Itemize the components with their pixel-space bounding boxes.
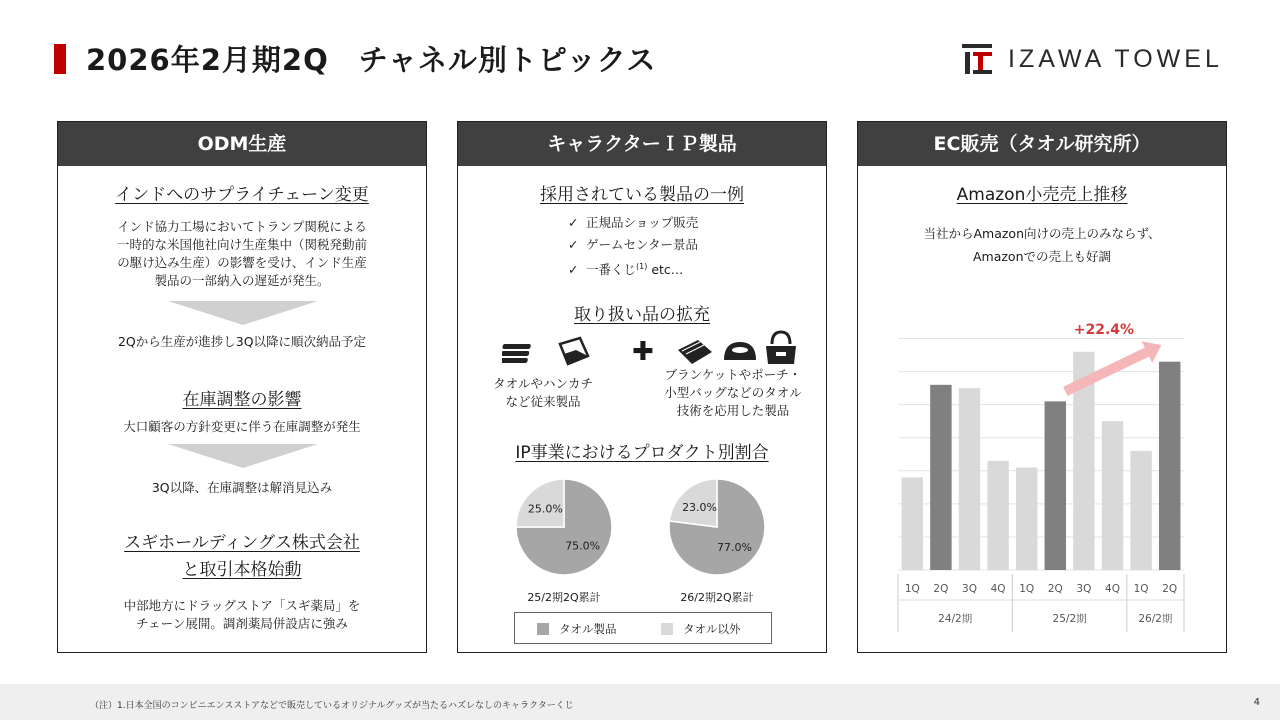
x-group-label: 24/2期 xyxy=(938,613,973,625)
pie-slice-label: 25.0% xyxy=(527,502,563,516)
ec-panel xyxy=(857,121,1227,653)
title-accent-bar xyxy=(54,44,66,74)
ip-panel xyxy=(457,121,827,653)
footnote: （注）1.日本全国のコンビニエンスストアなどで販売しているオリジナルグッズが当たるハズレなしのキャラクターくじ xyxy=(90,701,574,711)
x-tick-label: 3Q xyxy=(1076,583,1092,595)
bar xyxy=(1045,401,1066,570)
list-item: ✓ 正規品ショップ販売 xyxy=(568,212,698,234)
page-number: 4 xyxy=(1253,697,1260,708)
pie-caption-26-2: 26/2期2Q累計 xyxy=(680,591,754,604)
odm-sugi-text: 中部地方にドラッグストア「スギ薬局」を チェーン展開。調剤薬局併設店に強み xyxy=(123,598,361,631)
ec-panel-header: EC販売（タオル研究所） xyxy=(858,122,1226,166)
x-tick-label: 1Q xyxy=(1133,583,1149,595)
down-arrow-icon xyxy=(168,444,318,468)
x-tick-label: 1Q xyxy=(1019,583,1035,595)
x-tick-label: 1Q xyxy=(904,583,920,595)
pouch-icon xyxy=(720,338,760,366)
ip-existing-products-caption: タオルやハンカチ など従来製品 xyxy=(492,376,593,409)
odm-panel xyxy=(57,121,427,653)
amazon-sales-bar-chart xyxy=(888,312,1188,632)
odm-section-supply-chain-title: インドへのサプライチェーン変更 xyxy=(115,185,369,205)
list-item: ✓ 一番くじ$^{(1)}$ etc… xyxy=(568,256,698,281)
odm-inventory-text: 大口顧客の方針変更に伴う在庫調整が発生 xyxy=(123,419,361,434)
towel-stack-icon xyxy=(502,340,538,368)
legend-item-other: タオル以外 xyxy=(661,621,741,637)
list-item: ✓ ゲームセンター景品 xyxy=(568,234,698,256)
odm-panel-header: ODM生産 xyxy=(58,122,426,166)
growth-label: +22.4% xyxy=(1073,322,1135,338)
bar xyxy=(1016,467,1037,570)
ip-section-expansion-title: 取り扱い品の拡充 xyxy=(574,305,710,325)
page-title: 2026年2月期2Q チャネル別トピックス xyxy=(86,43,657,77)
pie-slice-label: 77.0% xyxy=(716,540,752,554)
ip-new-products-caption: ブランケットやポーチ・ 小型バッグなどのタオル 技術を応用した製品 xyxy=(664,367,802,418)
bar xyxy=(1130,451,1151,570)
down-arrow-icon xyxy=(168,301,318,325)
footer xyxy=(0,684,1280,720)
pie-slice-label: 75.0% xyxy=(565,539,601,553)
check-icon: ✓ xyxy=(568,262,579,278)
pie-chart-26-2 xyxy=(667,477,767,577)
x-tick-label: 2Q xyxy=(933,583,949,595)
ip-section-examples-title: 採用されている製品の一例 xyxy=(540,185,744,205)
check-icon: ✓ xyxy=(568,237,579,252)
pie-chart-25-2 xyxy=(514,477,614,577)
odm-section-inventory-title: 在庫調整の影響 xyxy=(182,390,302,410)
pie-slice-label: 23.0% xyxy=(682,501,718,515)
x-tick-label: 2Q xyxy=(1047,583,1063,595)
bar xyxy=(902,477,923,570)
bar xyxy=(987,461,1008,570)
bar xyxy=(1102,421,1123,570)
x-group-label: 25/2期 xyxy=(1052,613,1087,625)
odm-inventory-result: 3Q以降、在庫調整は解消見込み xyxy=(151,480,333,495)
ip-section-ratio-title: IP事業におけるプロダクト別割合 xyxy=(515,443,769,463)
logo-text: IZAWA TOWEL xyxy=(1008,44,1223,73)
bar xyxy=(930,385,951,570)
plus-icon: ✚ xyxy=(632,337,654,367)
legend-swatch xyxy=(661,623,673,635)
ec-section-amazon-title: Amazon小売売上推移 xyxy=(956,185,1128,205)
check-icon: ✓ xyxy=(568,215,579,230)
x-group-label: 26/2期 xyxy=(1138,613,1173,625)
pie-legend xyxy=(514,612,772,644)
pie-caption-25-2: 25/2期2Q累計 xyxy=(527,591,601,604)
x-tick-label: 4Q xyxy=(1105,583,1120,595)
handkerchief-icon xyxy=(556,336,592,368)
ip-panel-header: キャラクターＩＰ製品 xyxy=(458,122,826,166)
bar xyxy=(1159,362,1180,570)
odm-supply-chain-text: インド協力工場においてトランプ関税による 一時的な米国他社向け生産集中（関税発動前 の駆け込み生産）の影響を受け、インド生産 製品の一部納入の遅延が発生。 xyxy=(116,219,367,288)
odm-section-sugi-title: スギホールディングス株式会社 と取引本格始動 xyxy=(124,533,360,580)
legend-swatch xyxy=(537,623,549,635)
legend-item-towel: タオル製品 xyxy=(537,621,617,637)
ec-amazon-text: 当社からAmazon向けの売上のみならず、 Amazonでの売上も好調 xyxy=(923,226,1161,264)
bar xyxy=(959,388,980,570)
x-tick-label: 3Q xyxy=(962,583,977,595)
company-logo xyxy=(962,42,1223,76)
logo-mark-icon xyxy=(962,44,992,74)
odm-supply-chain-result: 2Qから生産が進捗し3Q以降に順次納品予定 xyxy=(117,334,367,349)
footnote-ref: (1) xyxy=(636,262,648,271)
x-tick-label: 2Q xyxy=(1162,583,1178,595)
bag-icon xyxy=(762,330,800,366)
blanket-icon xyxy=(676,338,714,366)
x-tick-label: 4Q xyxy=(990,583,1006,595)
ip-check-list xyxy=(568,212,698,281)
